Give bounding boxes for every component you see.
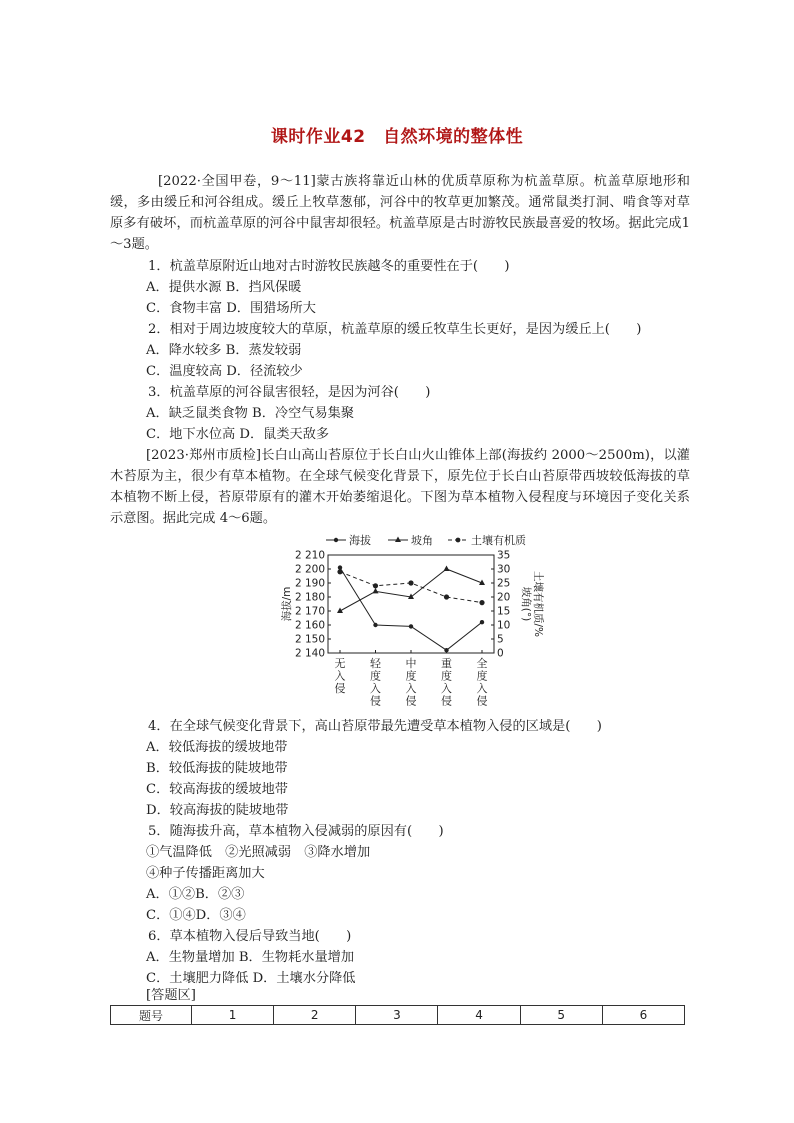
- left-tick-label: 2 190: [294, 577, 325, 590]
- right-axis-title-soil: 土壤有机质/%: [532, 570, 544, 638]
- q1-option-line: A．提供水源 B．挡风保暖: [146, 280, 302, 295]
- series-line-slope: [340, 569, 482, 611]
- left-tick-label: 2 140: [294, 647, 325, 660]
- right-tick-label: 25: [497, 577, 511, 590]
- answer-number-cell: 5: [520, 1006, 602, 1025]
- x-category-label: 中度入侵: [405, 657, 417, 708]
- left-tick-label: 2 200: [294, 563, 325, 576]
- right-tick-label: 30: [497, 563, 511, 576]
- answer-table: [110, 1005, 685, 1025]
- right-tick-label: 35: [497, 549, 511, 562]
- q3-option-line: A．缺乏鼠类食物 B．冷空气易集聚: [146, 406, 355, 421]
- soil-organic-point: [444, 594, 449, 599]
- right-tick-label: 0: [497, 647, 504, 660]
- answer-number-cell: 2: [274, 1006, 356, 1025]
- answer-area-label: [答题区]: [146, 988, 196, 1003]
- soil-organic-point: [337, 569, 342, 574]
- answer-number-cell: 1: [192, 1006, 274, 1025]
- q6-option-line: A．生物量增加 B．生物耗水量增加: [146, 950, 355, 965]
- answer-header-cell: 题号: [111, 1006, 192, 1025]
- q6-stem: 6．草本植物入侵后导致当地( ): [148, 929, 352, 944]
- q4-stem: 4．在全球气候变化背景下，高山苔原带最先遭受草本植物入侵的区域是( ): [148, 719, 602, 734]
- q4-option-line: D．较高海拔的陡坡地带: [146, 803, 289, 818]
- q4-option-line: B．较低海拔的陡坡地带: [146, 761, 288, 776]
- altitude-point: [480, 620, 484, 624]
- q2-option-line: C．温度较高 D．径流较少: [146, 364, 303, 379]
- x-category-label: 轻度入侵: [370, 657, 381, 708]
- q2-stem: 2．相对于周边坡度较大的草原，杭盖草原的缓丘牧草生长更好，是因为缓丘上( ): [148, 322, 642, 337]
- left-axis-title: 海拔/m: [281, 586, 293, 622]
- q5-option-line: C．①④D．③④: [146, 908, 246, 923]
- answer-number-cell: 6: [602, 1006, 684, 1025]
- x-category-label: 无入侵: [334, 657, 346, 695]
- q3-option-line: C．地下水位高 D．鼠类天敌多: [146, 427, 330, 442]
- x-category-label: 重度入侵: [441, 657, 452, 708]
- group2-intro: [2023·郑州市质检]长白山高山苔原位于长白山火山锥体上部(海拔约 2000～2500m)，以灌木苔原为主，很少有草本植物。在全球气候变化背景下，原先位于长白山苔原带西坡较低海拔的草本植物不断上侵，苔原带原有的灌木开始萎缩退化。下图为草本植物入侵程度与环境因子变化关系示意图。据此完成 4～6题。: [110, 448, 690, 526]
- left-tick-label: 2 170: [294, 605, 325, 618]
- chart-legend: [326, 533, 526, 547]
- answer-number-cell: 3: [356, 1006, 438, 1025]
- right-tick-label: 5: [497, 633, 504, 646]
- soil-organic-point: [373, 583, 378, 588]
- soil-organic-point: [479, 600, 484, 605]
- answer-table-row: [111, 1006, 685, 1025]
- altitude-point: [444, 648, 448, 652]
- q4-option-line: A．较低海拔的缓坡地带: [146, 740, 288, 755]
- left-tick-label: 2 150: [294, 633, 325, 646]
- altitude-point: [338, 565, 342, 569]
- group1-intro: [2022·全国甲卷，9～11]蒙古族将靠近山林的优质草原称为杭盖草原。杭盖草原地形和缓，多由缓丘和河谷组成。缓丘上牧草葱郁，河谷中的牧草更加繁茂。通常鼠类打洞、啃食等对草原多有破坏，而杭盖草原的河谷中鼠害却很轻。杭盖草原是古时游牧民族最喜爱的牧场。据此完成1～3题。: [110, 174, 690, 252]
- answer-number-cell: 4: [438, 1006, 520, 1025]
- q5-stem: 5．随海拔升高，草本植物入侵减弱的原因有( ): [148, 824, 444, 839]
- slope-point: [373, 588, 379, 594]
- q5-option-line: ①气温降低 ②光照减弱 ③降水增加: [146, 845, 371, 860]
- slope-point: [444, 566, 450, 572]
- q1-stem: 1．杭盖草原附近山地对古时游牧民族越冬的重要性在于( ): [148, 259, 510, 274]
- legend-label-altitude: 海拔: [349, 534, 371, 547]
- q3-stem: 3．杭盖草原的河谷鼠害很轻，是因为河谷( ): [148, 385, 431, 400]
- legend-label-slope: 坡角: [411, 534, 433, 547]
- right-tick-label: 20: [497, 591, 511, 604]
- q1-option-line: C．食物丰富 D．围猎场所大: [146, 301, 316, 316]
- legend-label-soil: 土壤有机质: [471, 534, 526, 547]
- right-axis-title-slope: 坡角(°): [520, 586, 532, 622]
- right-tick-label: 10: [497, 619, 511, 632]
- x-category-label: 全度入侵: [476, 657, 488, 708]
- left-tick-label: 2 210: [294, 549, 325, 562]
- left-tick-label: 2 160: [294, 619, 325, 632]
- left-tick-label: 2 180: [294, 591, 325, 604]
- q4-option-line: C．较高海拔的缓坡地带: [146, 782, 288, 797]
- right-tick-label: 15: [497, 605, 511, 618]
- invasion-chart: [276, 530, 556, 710]
- page-title: 课时作业42 自然环境的整体性: [270, 127, 524, 147]
- q5-option-line: ④种子传播距离加大: [146, 866, 265, 881]
- soil-organic-point: [408, 580, 413, 585]
- chart-layer: [295, 550, 510, 708]
- q6-option-line: C．土壤肥力降低 D．土壤水分降低: [146, 971, 356, 986]
- altitude-point: [373, 623, 377, 627]
- q2-option-line: A．降水较多 B．蒸发较弱: [146, 343, 302, 358]
- altitude-point: [409, 624, 413, 628]
- q5-option-line: A．①②B．②③: [146, 887, 245, 902]
